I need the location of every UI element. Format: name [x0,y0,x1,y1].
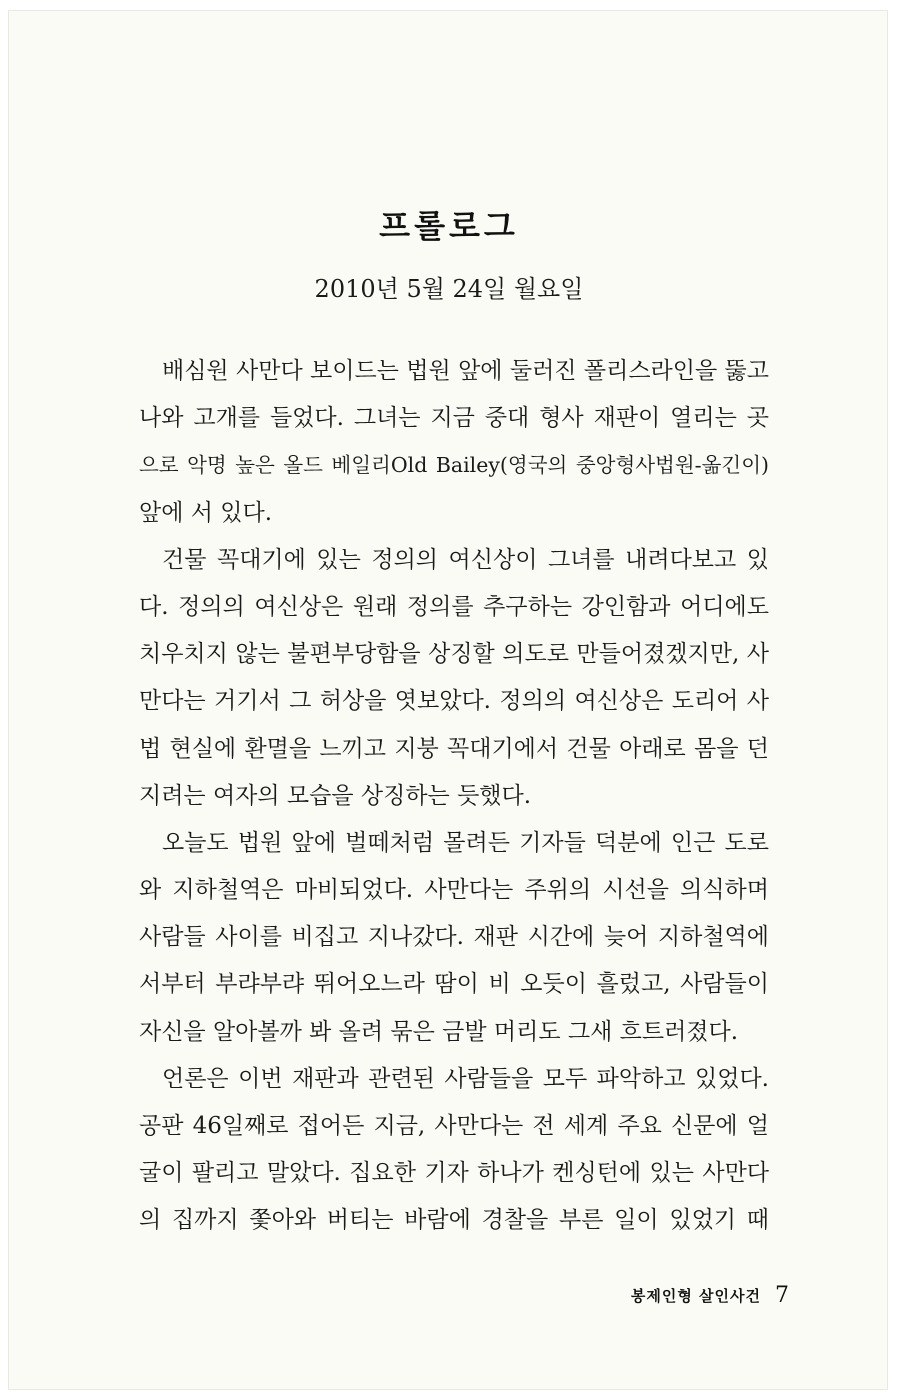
text-line: 오늘도 법원 앞에 벌떼처럼 몰려든 기자들 덕분에 인근 도로 [162,829,769,856]
text-line: 지려는 여자의 모습을 상징하는 듯했다. [139,782,532,809]
text-line: 굴이 팔리고 말았다. 집요한 기자 하나가 켄싱턴에 있는 사만다 [139,1160,769,1187]
page-footer [529,1283,789,1308]
text-line: 서부터 부랴부랴 뛰어오느라 땀이 비 오듯이 흘렀고, 사람들이 [139,971,769,998]
text-line: 치우치지 않는 불편부당함을 상징할 의도로 만들어졌겠지만, 사 [139,641,769,668]
body-text [139,348,769,1245]
text-line: 언론은 이번 재판과 관련된 사람들을 모두 파악하고 있었다. [162,1065,769,1092]
chapter-date: 2010년 5월 24일 월요일 [314,275,584,303]
text-line: 사람들 사이를 비집고 지나갔다. 재판 시간에 늦어 지하철역에 [139,924,769,951]
book-page [8,10,888,1390]
text-line: 자신을 알아볼까 봐 올려 묶은 금발 머리도 그새 흐트러졌다. [139,1018,739,1045]
text-line: 다. 정의의 여신상은 원래 정의를 추구하는 강인함과 어디에도 [139,593,769,620]
text-line: 와 지하철역은 마비되었다. 사만다는 주위의 시선을 의식하며 [139,877,769,904]
text-line: 건물 꼭대기에 있는 정의의 여신상이 그녀를 내려다보고 있 [162,546,769,573]
chapter-title: 프롤로그 [379,207,519,245]
text-line: 배심원 사만다 보이드는 법원 앞에 둘러진 폴리스라인을 뚫고 [162,358,769,384]
text-line: 만다는 거기서 그 허상을 엿보았다. 정의의 여신상은 도리어 사 [139,688,769,715]
page-number: 7 [775,1283,789,1308]
text-line: 공판 46일째로 접어든 지금, 사만다는 전 세계 주요 신문에 얼 [139,1113,769,1139]
text-line: 법 현실에 환멸을 느끼고 지붕 꼭대기에서 건물 아래로 몸을 던 [139,735,769,762]
text-line: 으로 악명 높은 올드 베일리Old Bailey(영국의 중앙형사법원-옮긴이) [139,453,769,478]
text-line: 앞에 서 있다. [139,499,273,526]
running-book-title: 봉제인형 살인사건 [630,1287,761,1305]
text-line: 의 집까지 쫓아와 버티는 바람에 경찰을 부른 일이 있었기 때 [139,1207,769,1234]
text-line: 나와 고개를 들었다. 그녀는 지금 중대 형사 재판이 열리는 곳 [139,405,769,432]
